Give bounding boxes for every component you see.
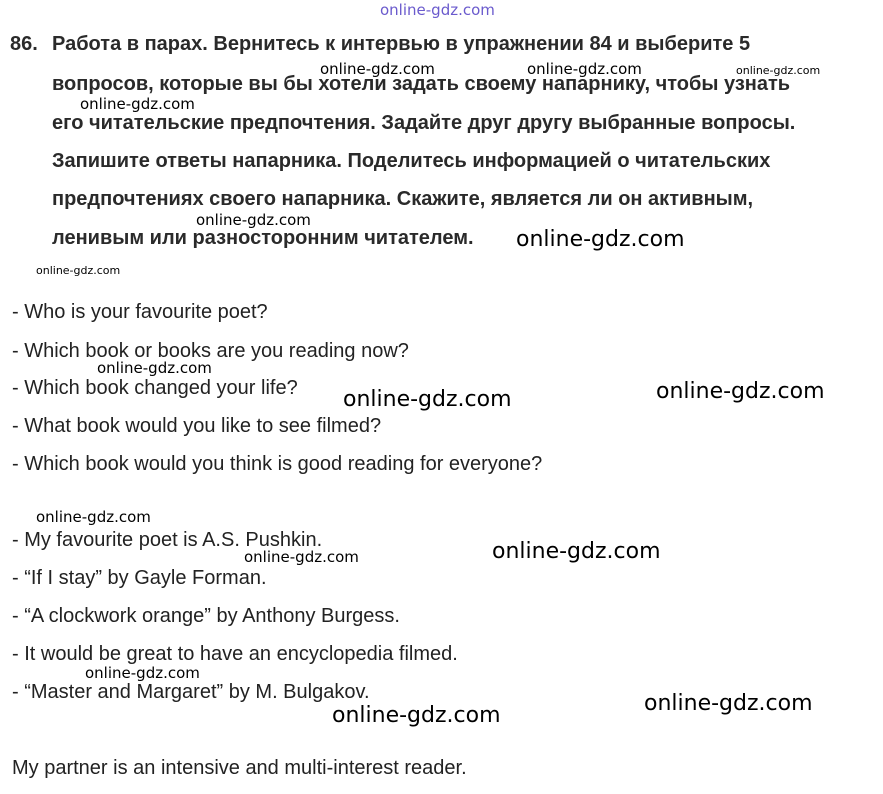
watermark: online-gdz.com — [85, 664, 200, 682]
task-line-2: вопросов, которые вы бы хотели задать своему напарнику, чтобы узнать — [52, 73, 791, 95]
watermark: online-gdz.com — [244, 548, 359, 566]
watermark: online-gdz.com — [343, 387, 512, 412]
task-line-5: предпочтениях своего напарника. Скажите, является ли он активным, — [52, 188, 754, 210]
answer-item: - “A clockwork orange” by Anthony Burgess. — [12, 605, 400, 627]
answer-item: - “Master and Margaret” by M. Bulgakov. — [12, 681, 370, 703]
watermark: online-gdz.com — [320, 60, 435, 78]
watermark: online-gdz.com — [36, 508, 151, 526]
conclusion-text: My partner is an intensive and multi-interest reader. — [12, 757, 467, 779]
question-item: - What book would you like to see filmed? — [12, 415, 382, 437]
task-line-6: ленивым или разносторонним читателем. — [52, 227, 474, 249]
watermark: online-gdz.com — [36, 264, 121, 277]
watermark: online-gdz.com — [492, 539, 661, 564]
task-number: 86. — [10, 33, 38, 55]
watermark: online-gdz.com — [97, 359, 212, 377]
watermark: online-gdz.com — [80, 95, 195, 113]
answer-item: - My favourite poet is A.S. Pushkin. — [12, 529, 323, 551]
watermark: online-gdz.com — [332, 703, 501, 728]
watermark: online-gdz.com — [656, 379, 825, 404]
watermark: online-gdz.com — [644, 691, 813, 716]
question-item: - Who is your favourite poet? — [12, 301, 268, 323]
question-item: - Which book or books are you reading now? — [12, 340, 409, 362]
task-line-4: Запишите ответы напарника. Поделитесь информацией о читательских — [52, 150, 771, 172]
watermark: online-gdz.com — [196, 211, 311, 229]
answer-item: - “If I stay” by Gayle Forman. — [12, 567, 267, 589]
question-item: - Which book changed your life? — [12, 377, 298, 399]
task-line-3: его читательские предпочтения. Задайте друг другу выбранные вопросы. — [52, 112, 796, 134]
answer-item: - It would be great to have an encyclopedia filmed. — [12, 643, 458, 665]
watermark: online-gdz.com — [380, 1, 495, 19]
question-item: - Which book would you think is good reading for everyone? — [12, 453, 543, 475]
task-line-1: Работа в парах. Вернитесь к интервью в упражнении 84 и выберите 5 — [52, 33, 751, 55]
watermark: online-gdz.com — [527, 60, 642, 78]
watermark: online-gdz.com — [736, 64, 821, 77]
watermark: online-gdz.com — [516, 227, 685, 252]
